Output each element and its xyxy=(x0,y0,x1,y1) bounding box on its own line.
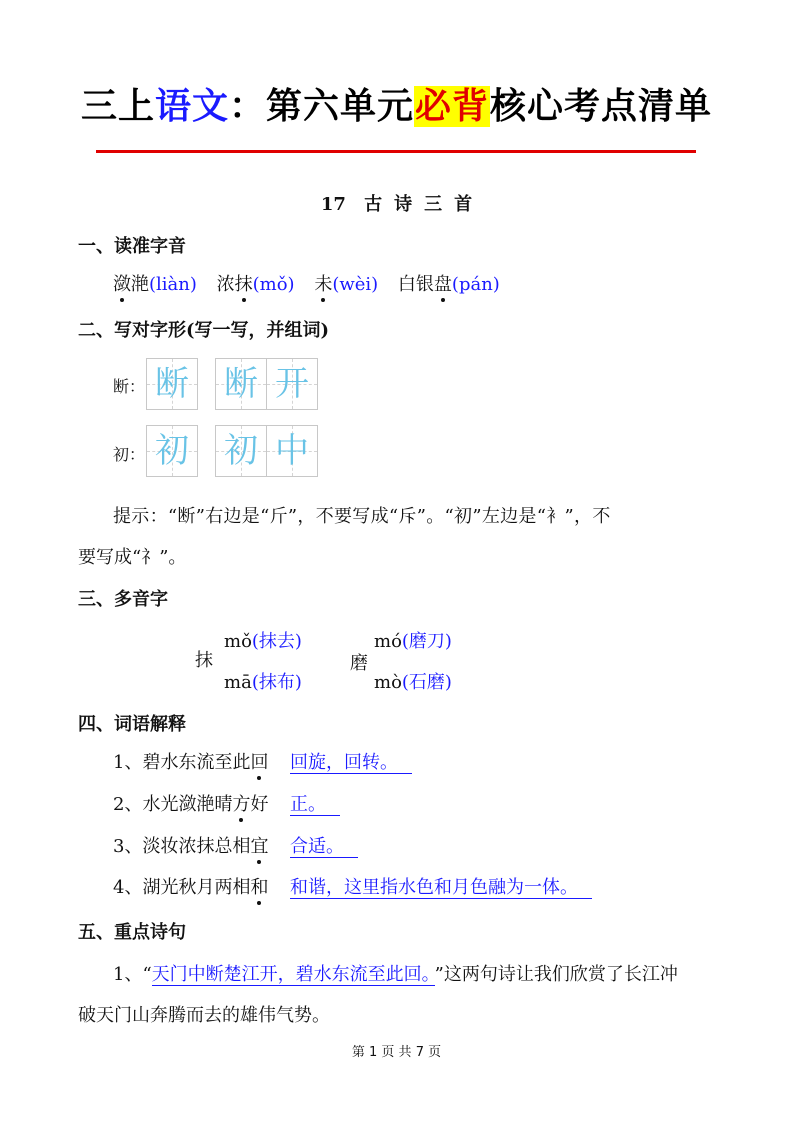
vocab-answer: 合适。 xyxy=(290,832,358,858)
key-line-2: 破天门山奔腾而去的雄伟气势。 xyxy=(78,1005,330,1026)
pronunciation-item: 浓抹(mǒ) xyxy=(217,274,295,295)
pronunciation-item: 未(wèi) xyxy=(314,274,378,295)
page-title xyxy=(0,84,793,130)
pronunciation-item: 白银盘(pán) xyxy=(398,274,500,295)
polyphone-reading: mò(石磨) xyxy=(374,672,452,693)
polyphone-char: 磨 xyxy=(350,653,368,674)
lesson-heading xyxy=(0,190,793,216)
key-poem-quote: 天门中断楚江开，碧水东流至此回。 xyxy=(152,964,435,986)
title-divider xyxy=(96,150,696,153)
grid-char: 断 xyxy=(155,364,189,404)
grid-char: 初 xyxy=(224,431,258,471)
lesson-char: 古 xyxy=(364,194,383,215)
lesson-char: 首 xyxy=(454,194,473,215)
writing-grid xyxy=(146,425,198,477)
polyphone-reading: mó(磨刀) xyxy=(374,631,452,652)
title-subject: 语文 xyxy=(154,86,229,127)
pronunciation-item: 潋滟(liàn) xyxy=(113,274,197,295)
title-part-1: 三上 xyxy=(80,86,155,127)
vocab-answer: 回旋，回转。 xyxy=(290,748,412,774)
grid-char: 开 xyxy=(275,364,309,404)
vocab-item: 3、淡妆浓抹总相宜 xyxy=(113,832,268,858)
section-heading-pronunciation: 一、读准字音 xyxy=(78,236,186,257)
title-part-5: 核心考点清单 xyxy=(490,86,713,127)
writing-grid xyxy=(146,358,198,410)
vocab-item: 2、水光潋滟晴方好 xyxy=(113,790,268,816)
polyphone-reading: mǒ(抹去) xyxy=(224,631,302,652)
section-heading-vocabulary: 四、词语解释 xyxy=(78,714,186,735)
vocab-item: 4、湖光秋月两相和 xyxy=(113,873,268,899)
writing-grid xyxy=(266,358,318,410)
writing-grid xyxy=(266,425,318,477)
writing-label: 初： xyxy=(113,445,146,464)
vocab-item: 1、碧水东流至此回 xyxy=(113,748,268,774)
grid-char: 中 xyxy=(275,431,309,471)
polyphone-char: 抹 xyxy=(195,650,213,671)
grid-char: 断 xyxy=(224,364,258,404)
lesson-char: 诗 xyxy=(394,194,413,215)
writing-label: 断： xyxy=(113,377,146,396)
vocab-answer: 正。 xyxy=(290,790,340,816)
polyphone-reading: mā(抹布) xyxy=(224,672,302,693)
section-heading-polyphone: 三、多音字 xyxy=(78,589,168,610)
section-heading-writing: 二、写对字形(写一写，并组词) xyxy=(78,320,330,341)
pronunciation-list xyxy=(113,270,500,296)
grid-char: 初 xyxy=(155,431,189,471)
section-heading-key-lines: 五、重点诗句 xyxy=(78,922,186,943)
title-highlight: 必背 xyxy=(415,86,490,127)
tip-line-2: 要写成“礻”。 xyxy=(78,547,187,568)
lesson-number: 17 xyxy=(320,194,346,215)
title-part-3: ：第六单元 xyxy=(228,86,414,127)
lesson-char: 三 xyxy=(424,194,443,215)
writing-grid xyxy=(215,425,267,477)
vocab-answer: 和谐，这里指水色和月色融为一体。 xyxy=(290,873,592,899)
tip-line-1: 提示：“断”右边是“斤”，不要写成“斥”。“初”左边是“衤”，不 xyxy=(113,506,611,527)
key-line-1: 1、“天门中断楚江开，碧水东流至此回。 ”这两句诗让我们欣赏了长江冲 xyxy=(113,964,678,985)
page-footer: 第 1 页 共 7 页 xyxy=(351,1045,442,1060)
writing-grid xyxy=(215,358,267,410)
